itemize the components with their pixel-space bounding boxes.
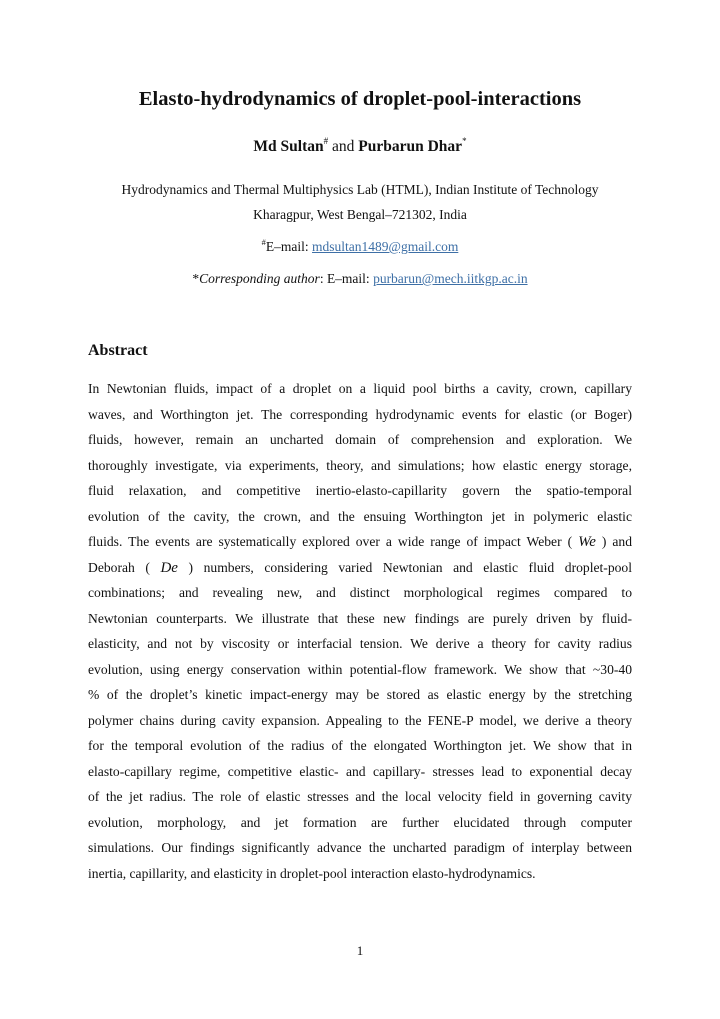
abstract-line [88,529,632,555]
abstract-line: inertia, capillarity, and elasticity in droplet-pool interaction elasto-hydrodynamics. [88,865,536,881]
email-label: E–mail: [265,239,313,254]
author-connector: and [332,138,355,155]
abstract-line: waves, and Worthington jet. The corresponding hydrodynamic events for elastic (or Boger) [88,406,632,422]
corresponding-email-link[interactable]: purbarun@mech.iitkgp.ac.in [373,271,528,286]
abstract-line: of the jet radius. The role of elastic stresses and the local velocity field in governing cavity [88,789,632,804]
corresponding-label: Corresponding author [199,271,320,286]
abstract-text: Deborah ( [88,559,150,575]
abstract-text: ) and [601,534,632,549]
author-2-mark: * [462,136,467,146]
abstract-line: polymer chains during cavity expansion. Appealing to the FENE-P model, we derive a theory [88,712,632,728]
paper-title: Elasto-hydrodynamics of droplet-pool-interactions [138,88,582,110]
abstract-line: evolution, using energy conservation within potential-flow framework. We show that ~30-40 [88,661,632,677]
corresponding-author-line [0,271,720,287]
corresponding-prefix: * [192,271,200,286]
author-1: Md Sultan [253,138,324,155]
abstract-line: % of the droplet’s kinetic impact-energy may be stored as elastic energy by the stretching [88,687,632,702]
abstract-line: combinations; and revealing new, and distinct morphological regimes compared to [88,585,632,600]
email-mark: # [261,237,266,247]
page-number: 1 [356,943,364,958]
abstract-line: evolution, morphology, and jet formation are further elucidated through computer [88,814,632,830]
abstract-body [88,376,632,886]
affiliation-line-2: Kharagpur, West Bengal–721302, India [253,207,467,222]
abstract-line: Newtonian counterparts. We illustrate that these new findings are purely driven by fluid- [88,610,632,626]
email-link[interactable]: mdsultan1489@gmail.com [312,239,459,254]
abstract-line: fluid relaxation, and competitive inertio-elasto-capillarity govern the spatio-temporal [88,483,632,498]
abstract-line [88,555,632,581]
abstract-line: In Newtonian fluids, impact of a droplet on a liquid pool births a cavity, crown, capillary [88,381,632,396]
abstract-line: elasto-capillary regime, competitive elastic- and capillary- stresses lead to exponential decay [88,763,632,779]
abstract-line: thoroughly investigate, via experiments, theory, and simulations; how elastic energy storage, [88,457,632,473]
author-2: Purbarun Dhar [358,138,463,155]
author-1-mark: # [323,136,329,146]
abstract-text: ) numbers, considering varied Newtonian and elastic fluid droplet-pool [188,559,632,575]
abstract-line: evolution of the cavity, the crown, and the ensuing Worthington jet in polymeric elastic [88,508,632,524]
abstract-line: fluids, however, remain an uncharted domain of comprehension and exploration. We [88,432,632,447]
abstract-heading: Abstract [88,342,148,359]
abstract-line: simulations. Our findings significantly advance the uncharted paradigm of interplay between [88,840,632,855]
email-line [0,237,720,255]
abstract-text: fluids. The events are systematically explored over a wide range of impact Weber ( [88,534,573,549]
weber-symbol: We [578,534,596,550]
abstract-line: elasticity, and not by viscosity or interfacial tension. We derive a theory for cavity radius [88,636,632,651]
corresponding-colon: : E–mail: [319,271,374,286]
affiliation [60,177,660,227]
affiliation-line-1: Hydrodynamics and Thermal Multiphysics Lab (HTML), Indian Institute of Technology [121,182,599,197]
author-line [0,136,720,156]
deborah-symbol: De [160,559,178,576]
abstract-line: for the temporal evolution of the radius of the elongated Worthington jet. We show that in [88,738,632,753]
